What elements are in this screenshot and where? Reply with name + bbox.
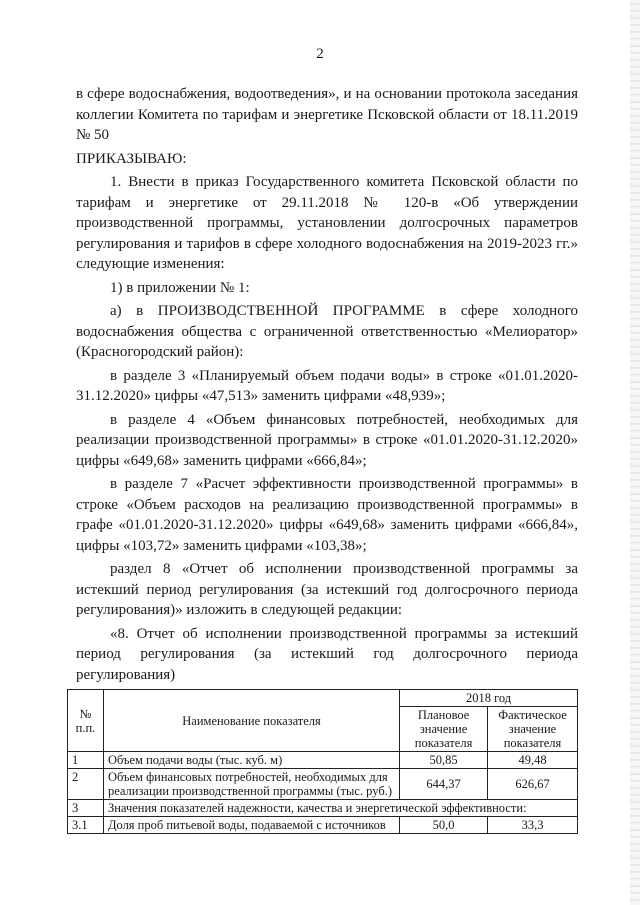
row-fact: 49,48 (488, 752, 578, 769)
paragraph-section-7: в разделе 7 «Расчет эффективности производственной программы» в строке «Объем расходов на реализацию производственной программы» в графе «01.01.2020-31.12.2020» цифры «649,68» заменить цифрами «666,84», цифры «103,72» заменить цифрами «103,38»; (76, 476, 578, 554)
header-indicator-name: Наименование показателя (103, 690, 399, 752)
row-number: 3.1 (68, 817, 104, 834)
row-number: 1 (68, 752, 104, 769)
paragraph-appendix-1: 1) в приложении № 1: (110, 279, 250, 296)
page-number: 2 (316, 46, 324, 62)
row-name: Доля проб питьевой воды, подаваемой с источников (103, 817, 399, 834)
section-title: Значения показателей надежности, качества и энергетической эффективности: (103, 800, 577, 817)
paragraph-section-3: в разделе 3 «Планируемый объем подачи воды» в строке «01.01.2020-31.12.2020» цифры «47,513» заменить цифрами «48,939»; (76, 367, 578, 404)
table-section-row (68, 800, 578, 817)
paragraph-program: а) в ПРОИЗВОДСТВЕННОЙ ПРОГРАММЕ в сфере холодного водоснабжения общества с ограниченной ответственностью «Мелиоратор» (Красногородский район): (76, 303, 578, 360)
row-plan: 644,37 (400, 769, 488, 800)
row-plan: 50,85 (400, 752, 488, 769)
row-number: 2 (68, 769, 104, 800)
paragraph-section-8-title: «8. Отчет об исполнении производственной программы за истекший период регулирования (за истекший год долгосрочного периода регулирования) (76, 625, 578, 683)
header-fact: Фактическое значение показателя (488, 707, 578, 752)
row-fact: 626,67 (488, 769, 578, 800)
row-plan: 50,0 (400, 817, 488, 834)
header-number: № п.п. (68, 690, 104, 752)
paragraph-item-1: 1. Внести в приказ Государственного комитета Псковской области по тарифам и энергетике от 29.11.2018 № 120-в «Об утверждении производственной программы, установлении долгосрочных параметров регулирования и тарифов в сфере холодного водоснабжения на 2019-2023 гг.» следующие изменения: (76, 174, 578, 272)
header-year: 2018 год (400, 690, 578, 707)
paragraph-section-8: раздел 8 «Отчет об исполнении производственной программы за истекший период регулирования (за истекший год долгосрочного периода регулирования)» изложить в следующей редакции: (76, 561, 578, 618)
row-name: Объем подачи воды (тыс. куб. м) (103, 752, 399, 769)
table-row (68, 817, 578, 834)
table-row (68, 752, 578, 769)
paragraph-basis: в сфере водоснабжения, водоотведения», и на основании протокола заседания коллегии Комитета по тарифам и энергетике Псковской области от 18.11.2019 № 50 (76, 86, 578, 143)
header-plan: Плановое значение показателя (400, 707, 488, 752)
scan-edge-artifact (630, 0, 640, 905)
row-number: 3 (68, 800, 104, 817)
table-header-row (68, 690, 578, 707)
paragraph-section-4: в разделе 4 «Объем финансовых потребностей, необходимых для реализации производственной программы» в строке «01.01.2020-31.12.2020» цифры «649,68» заменить цифрами «666,84»; (76, 411, 578, 469)
row-fact: 33,3 (488, 817, 578, 834)
row-name: Объем финансовых потребностей, необходимых для реализации производственной программы (тыс. руб.) (103, 769, 399, 800)
indicators-table (67, 689, 578, 834)
document-body (76, 84, 578, 685)
table-row (68, 769, 578, 800)
order-heading: ПРИКАЗЫВАЮ: (76, 150, 187, 167)
